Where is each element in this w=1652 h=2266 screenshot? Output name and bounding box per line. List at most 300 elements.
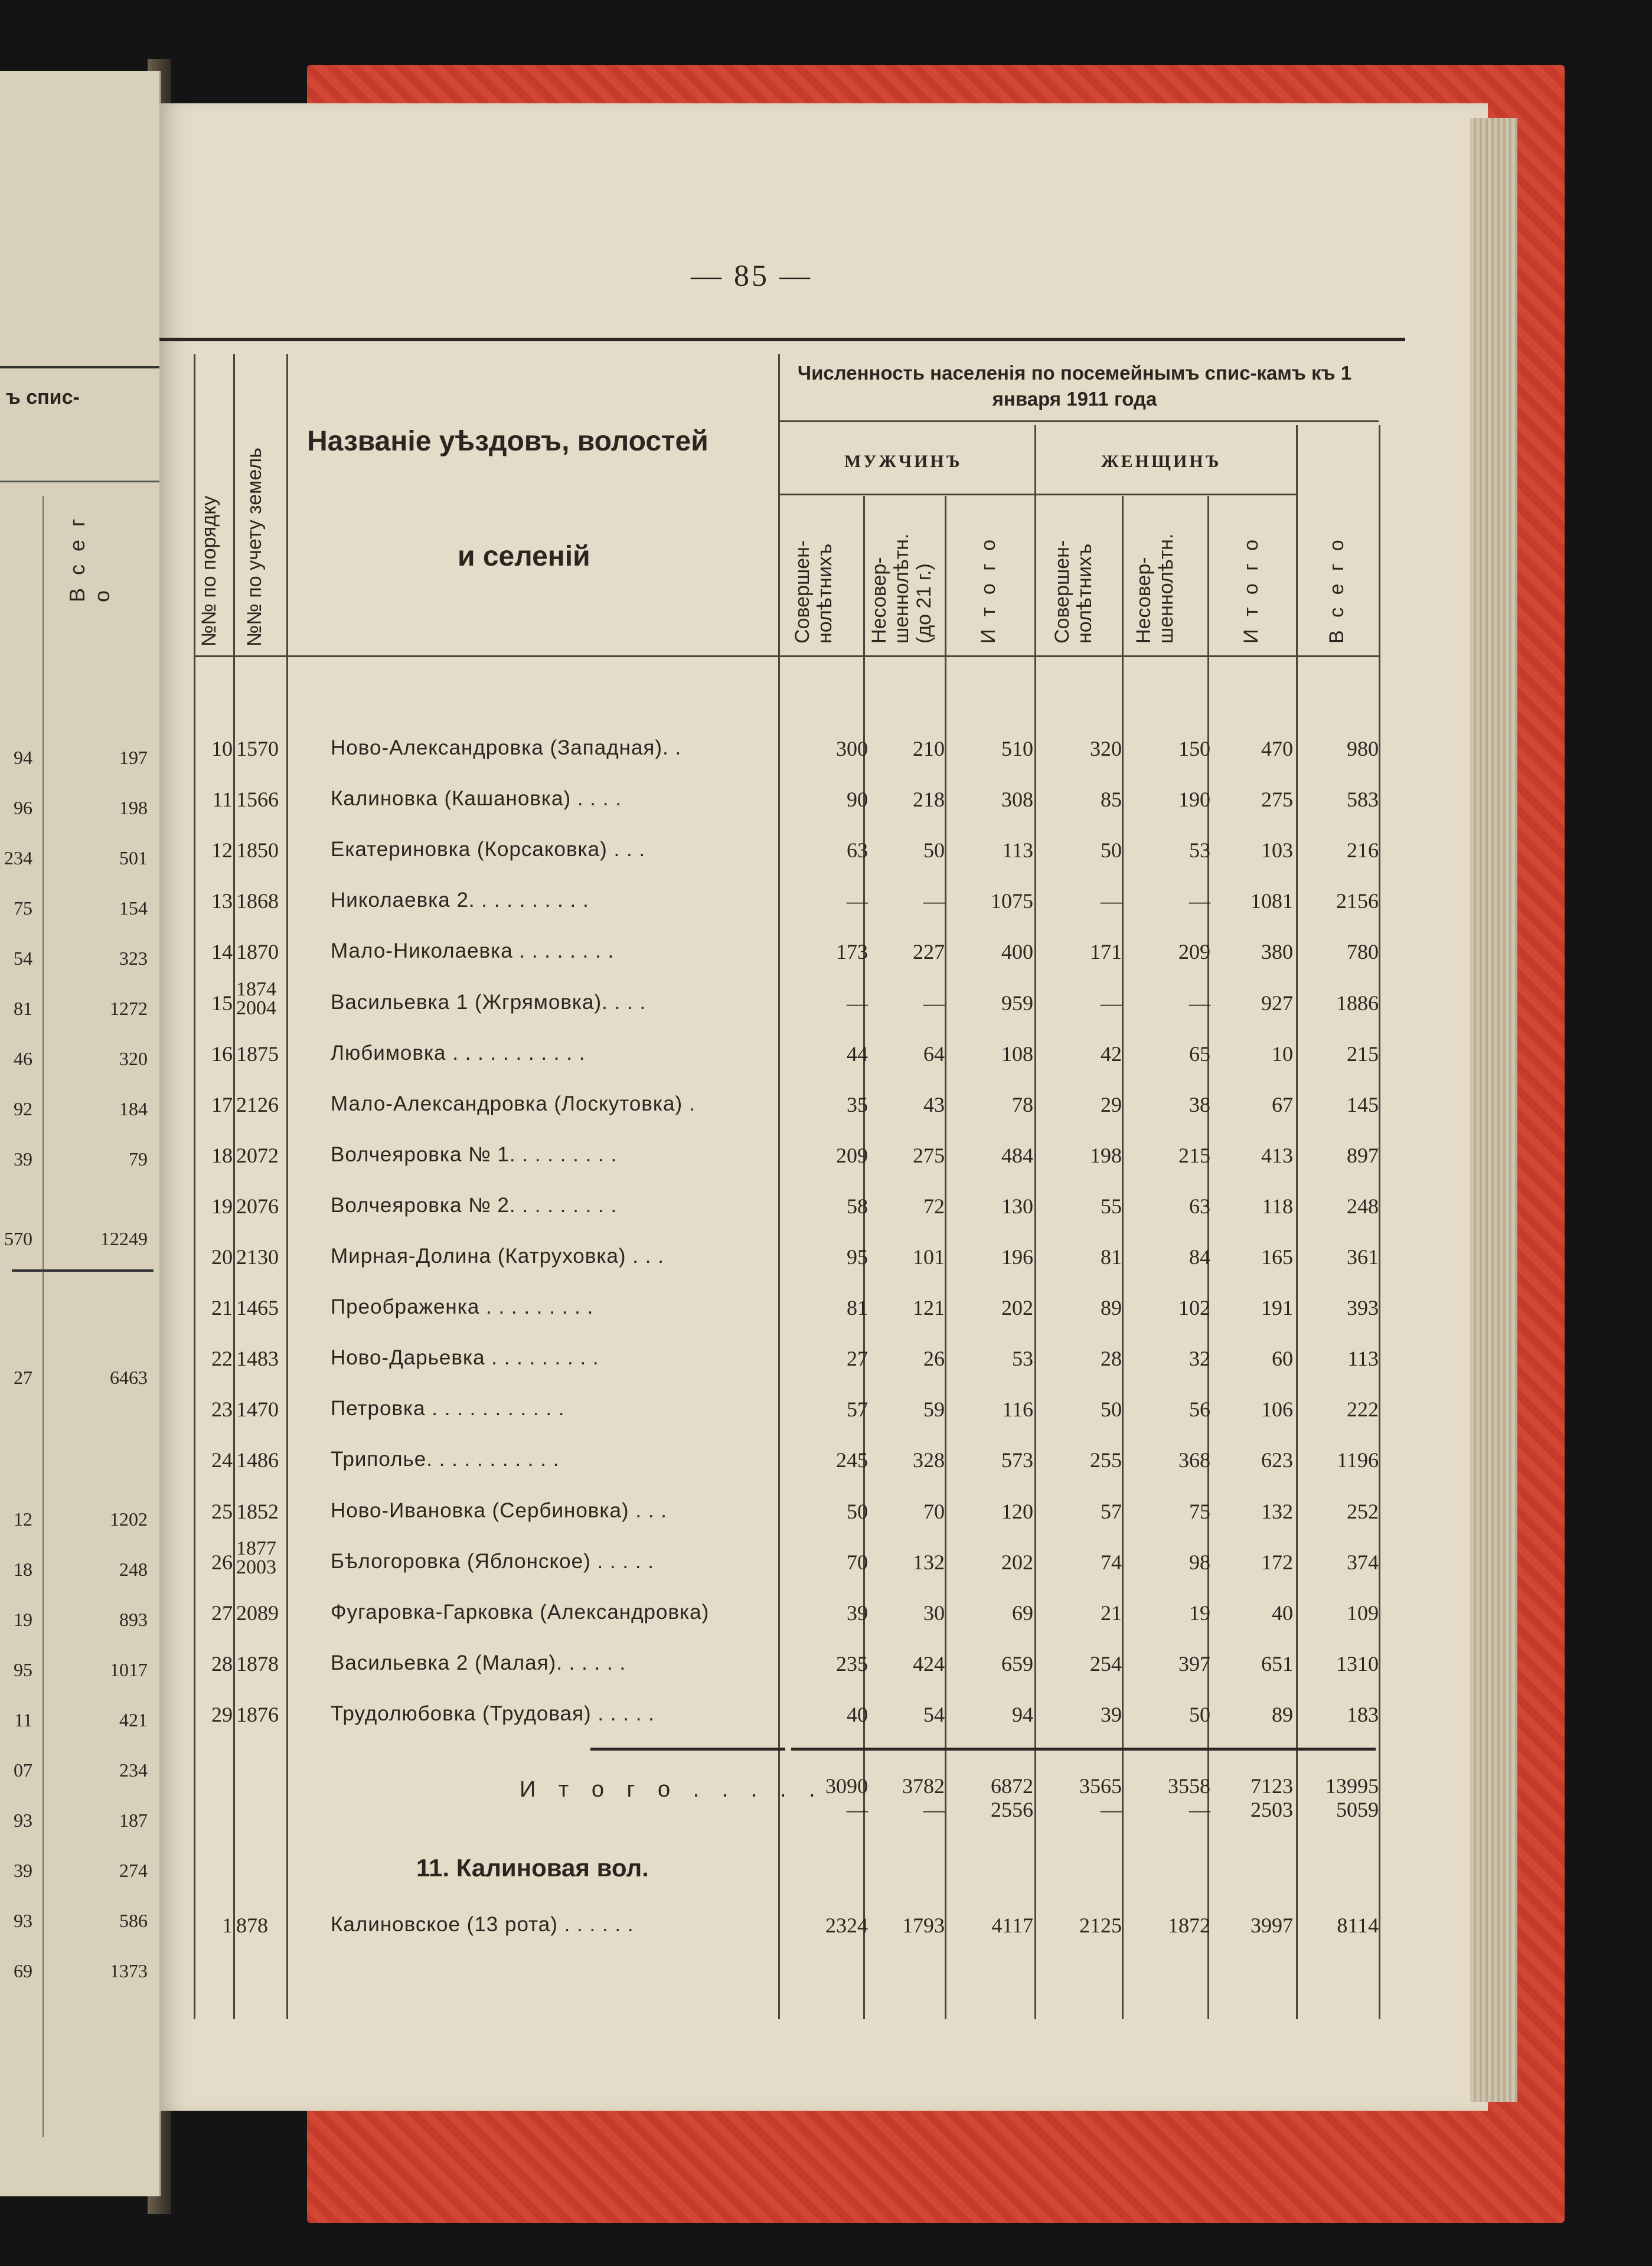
row-settlement-name: Триполье. . . . . . . . . . . xyxy=(331,1448,560,1471)
row-value: 74 xyxy=(1101,1550,1122,1574)
row-value: 53 xyxy=(1189,838,1210,863)
row-order-no: 29 xyxy=(211,1702,233,1726)
table-row xyxy=(189,1651,1387,1699)
previous-page-row xyxy=(0,1960,154,1984)
previous-page-total: 6463 xyxy=(110,1367,148,1388)
row-value: 57 xyxy=(847,1398,868,1422)
row-land-no: 1850 xyxy=(236,838,279,863)
row-order-no: 15 xyxy=(211,991,233,1015)
row-value: 108 xyxy=(1001,1041,1033,1066)
row-value: 1886 xyxy=(1336,991,1379,1015)
row-value: 374 xyxy=(1347,1550,1379,1574)
previous-page-value: 234 xyxy=(4,847,32,868)
row-value: 1872 xyxy=(1168,1914,1210,1937)
previous-page-row xyxy=(0,1228,154,1252)
table-row xyxy=(189,1041,1387,1089)
row-land-no: 1852 xyxy=(236,1499,279,1523)
table-row xyxy=(189,1194,1387,1241)
previous-page-value: 12 xyxy=(14,1509,32,1530)
row-settlement-name: Васильевка 2 (Малая). . . . . . xyxy=(331,1651,626,1674)
total-men-total: 6872 2556 xyxy=(991,1774,1033,1821)
header-women-adult: Совершен-нолѣтнихъ xyxy=(1051,540,1096,644)
previous-page-total: 234 xyxy=(119,1759,148,1781)
table-row xyxy=(189,787,1387,834)
row-land-no: 2072 xyxy=(236,1143,279,1167)
row-order-no: 23 xyxy=(211,1398,233,1422)
table-row xyxy=(189,978,1387,1038)
row-value: — xyxy=(923,991,945,1015)
row-settlement-name: Мало-Николаевка . . . . . . . . xyxy=(331,939,615,963)
row-value: 130 xyxy=(1001,1194,1033,1218)
row-value: 165 xyxy=(1261,1245,1293,1269)
row-order-no: 19 xyxy=(211,1194,233,1218)
row-land-no: 2126 xyxy=(236,1092,279,1116)
row-settlement-name: Николаевка 2. . . . . . . . . . xyxy=(331,889,589,912)
row-value: 54 xyxy=(923,1702,945,1726)
row-value: 8114 xyxy=(1337,1914,1379,1937)
row-value: 118 xyxy=(1262,1194,1293,1218)
row-value: 235 xyxy=(836,1651,868,1676)
row-value: 50 xyxy=(1189,1702,1210,1726)
row-value: 959 xyxy=(1001,991,1033,1015)
row-order-no: 22 xyxy=(211,1347,233,1371)
row-order-no: 27 xyxy=(211,1601,233,1625)
row-value: 64 xyxy=(923,1041,945,1066)
row-settlement-name: Екатериновка (Корсаковка) . . . xyxy=(331,838,646,861)
row-value: 40 xyxy=(1272,1601,1293,1625)
row-settlement-name: Ново-Александровка (Западная). . xyxy=(331,736,682,759)
row-order-no: 18 xyxy=(211,1143,233,1167)
table-row xyxy=(189,939,1387,987)
total-women-total: 7123 2503 xyxy=(1251,1774,1293,1821)
header-women-minor: Несовер-шеннолѣтн. xyxy=(1132,533,1177,644)
row-value: 150 xyxy=(1178,737,1210,760)
previous-page-row xyxy=(0,747,154,770)
row-value: 63 xyxy=(847,838,868,863)
previous-page-total: 1373 xyxy=(110,1960,148,1981)
previous-page-value: 18 xyxy=(14,1559,32,1580)
row-land-no: 1470 xyxy=(236,1398,279,1422)
row-value: 103 xyxy=(1261,838,1293,863)
row-value: 44 xyxy=(847,1041,868,1066)
row-value: 50 xyxy=(1101,1398,1122,1422)
row-value: 109 xyxy=(1347,1601,1379,1625)
row-value: 248 xyxy=(1347,1194,1379,1218)
previous-page-total: 421 xyxy=(119,1709,148,1730)
row-settlement-name: Любимовка . . . . . . . . . . . xyxy=(331,1041,586,1065)
table-row xyxy=(189,1537,1387,1597)
row-value: 3997 xyxy=(1251,1914,1293,1937)
previous-page-total: 79 xyxy=(129,1148,148,1170)
row-settlement-name: Трудолюбовка (Трудовая) . . . . . xyxy=(331,1702,655,1725)
total-men-adult: 3090 — xyxy=(825,1774,868,1821)
row-value: 29 xyxy=(1101,1092,1122,1116)
row-value: 32 xyxy=(1189,1347,1210,1371)
row-value: 113 xyxy=(1347,1347,1379,1371)
row-land-no: 1483 xyxy=(236,1347,279,1371)
row-value: 50 xyxy=(847,1499,868,1523)
previous-page-row xyxy=(0,897,154,921)
previous-page-total: 586 xyxy=(119,1910,148,1931)
row-value: 1196 xyxy=(1337,1448,1379,1472)
row-order-no: 21 xyxy=(211,1296,233,1320)
row-value: — xyxy=(923,889,945,913)
row-land-no: 1870 xyxy=(236,940,279,964)
previous-page-value: 95 xyxy=(14,1659,32,1680)
row-value: 202 xyxy=(1001,1550,1033,1574)
total-all: 13995 5059 xyxy=(1325,1774,1379,1821)
row-value: 252 xyxy=(1347,1499,1379,1523)
previous-page-row xyxy=(0,1659,154,1683)
header-order-no: №№ по порядку xyxy=(198,495,220,647)
row-value: 510 xyxy=(1001,737,1033,760)
row-value: 227 xyxy=(913,940,945,964)
row-value: — xyxy=(847,991,868,1015)
row-value: 583 xyxy=(1347,788,1379,812)
previous-page-row xyxy=(0,797,154,821)
total-row xyxy=(189,1774,1387,1821)
row-value: 28 xyxy=(1101,1347,1122,1371)
row-land-no: 1875 xyxy=(236,1041,279,1066)
row-order-no: 26 xyxy=(211,1550,233,1574)
row-value: 980 xyxy=(1347,737,1379,760)
row-value: 89 xyxy=(1101,1296,1122,1320)
table-row xyxy=(189,889,1387,936)
header-women: ЖЕНЩИНЪ xyxy=(1101,452,1222,471)
row-value: 400 xyxy=(1001,940,1033,964)
row-value: 50 xyxy=(1101,838,1122,863)
row-value: 202 xyxy=(1001,1296,1033,1320)
previous-page-total: 1272 xyxy=(110,998,148,1019)
row-value: 89 xyxy=(1272,1702,1293,1726)
row-value: 53 xyxy=(1012,1347,1033,1371)
row-settlement-name: Мало-Александровка (Лоскутовка) . xyxy=(331,1092,696,1115)
row-land-no: 1566 xyxy=(236,788,279,812)
row-value: 1310 xyxy=(1336,1651,1379,1676)
row-land-no: 2076 xyxy=(236,1194,279,1218)
row-value: 39 xyxy=(847,1601,868,1625)
previous-page-row xyxy=(0,1509,154,1532)
previous-page-value: 46 xyxy=(14,1048,32,1069)
previous-page-header-fragment: ъ спис- xyxy=(6,386,80,409)
previous-page-value: 69 xyxy=(14,1960,32,1981)
row-value: 780 xyxy=(1347,940,1379,964)
previous-page-value: 92 xyxy=(14,1098,32,1119)
row-settlement-name: Ново-Ивановка (Сербиновка) . . . xyxy=(331,1498,667,1522)
previous-page xyxy=(0,71,161,2196)
row-land-no: 878 xyxy=(236,1914,268,1937)
row-value: 38 xyxy=(1189,1092,1210,1116)
row-land-no: 1868 xyxy=(236,889,279,913)
row-value: 35 xyxy=(847,1092,868,1116)
row-land-no: 2089 xyxy=(236,1601,279,1625)
header-rule xyxy=(778,420,1379,422)
row-value: 484 xyxy=(1001,1143,1033,1167)
row-value: 30 xyxy=(923,1601,945,1625)
row-value: 4117 xyxy=(991,1914,1033,1937)
row-value: 2125 xyxy=(1079,1914,1122,1937)
row-settlement-name: Волчеяровка № 1. . . . . . . . . xyxy=(331,1142,618,1166)
row-settlement-name: Петровка . . . . . . . . . . . xyxy=(331,1397,565,1421)
previous-page-value: 96 xyxy=(14,797,32,818)
previous-page-row xyxy=(0,1910,154,1934)
row-value: 59 xyxy=(923,1398,945,1422)
row-order-no: 25 xyxy=(211,1499,233,1523)
previous-page-row xyxy=(0,998,154,1021)
row-value: 1793 xyxy=(902,1914,945,1937)
previous-page-total: 154 xyxy=(119,897,148,919)
table-row xyxy=(189,1913,1387,1960)
table-row xyxy=(189,1448,1387,1495)
row-value: 85 xyxy=(1101,788,1122,812)
row-value: 172 xyxy=(1261,1550,1293,1574)
row-value: 21 xyxy=(1101,1601,1122,1625)
row-value: 1081 xyxy=(1251,889,1293,913)
total-women-minor: 3558 — xyxy=(1168,1774,1210,1821)
row-value: 58 xyxy=(847,1194,868,1218)
row-value: 255 xyxy=(1090,1448,1122,1472)
row-value: 75 xyxy=(1189,1499,1210,1523)
previous-page-value: 93 xyxy=(14,1910,32,1931)
previous-page-total: 274 xyxy=(119,1860,148,1881)
row-value: 65 xyxy=(1189,1041,1210,1066)
row-land-no: 1878 xyxy=(236,1651,279,1676)
previous-page-total: 197 xyxy=(119,747,148,768)
header-men: МУЖЧИНЪ xyxy=(844,452,962,471)
header-men-adult: Совершен-нолѣтнихъ xyxy=(791,540,836,644)
row-value: 210 xyxy=(913,737,945,760)
row-value: 56 xyxy=(1189,1398,1210,1422)
row-settlement-name: Калиновское (13 рота) . . . . . . xyxy=(331,1913,634,1936)
row-value: 215 xyxy=(1347,1041,1379,1066)
previous-page-value: 39 xyxy=(14,1860,32,1881)
row-value: 98 xyxy=(1189,1550,1210,1574)
row-value: 173 xyxy=(836,940,868,964)
header-land-no: №№ по учету земель xyxy=(243,448,266,647)
previous-page-total: 198 xyxy=(119,797,148,818)
row-value: 470 xyxy=(1261,737,1293,760)
row-land-no: 1486 xyxy=(236,1448,279,1472)
row-value: 78 xyxy=(1012,1092,1033,1116)
table-row xyxy=(189,1601,1387,1648)
row-value: 2156 xyxy=(1336,889,1379,913)
previous-page-row xyxy=(0,1559,154,1582)
row-value: 63 xyxy=(1189,1194,1210,1218)
row-value: 81 xyxy=(1101,1245,1122,1269)
row-value: 209 xyxy=(1178,940,1210,964)
previous-page-value: 19 xyxy=(14,1609,32,1630)
previous-page-value: 39 xyxy=(14,1148,32,1170)
previous-page-row xyxy=(0,1759,154,1783)
row-value: — xyxy=(1101,889,1122,913)
row-value: 393 xyxy=(1347,1296,1379,1320)
previous-page-value: 07 xyxy=(14,1759,32,1781)
previous-page-total: 501 xyxy=(119,847,148,868)
row-value: 116 xyxy=(1002,1398,1033,1422)
page-number: — 85 — xyxy=(691,259,812,293)
row-land-no: 2130 xyxy=(236,1245,279,1269)
row-order-no: 17 xyxy=(211,1092,233,1116)
row-value: 132 xyxy=(913,1550,945,1574)
previous-page-column-rule xyxy=(43,496,44,2137)
row-value: 190 xyxy=(1178,788,1210,812)
row-value: 27 xyxy=(847,1347,868,1371)
row-value: 42 xyxy=(1101,1041,1122,1066)
header-women-total: И т о г о xyxy=(1240,536,1262,644)
previous-page-value: 81 xyxy=(14,998,32,1019)
row-value: 361 xyxy=(1347,1245,1379,1269)
previous-page-value: 570 xyxy=(4,1228,32,1249)
row-settlement-name: Волчеяровка № 2. . . . . . . . . xyxy=(331,1193,618,1217)
row-value: 183 xyxy=(1347,1702,1379,1726)
row-order-no: 16 xyxy=(211,1041,233,1066)
header-name-line2: и селеній xyxy=(458,541,590,572)
previous-page-row xyxy=(0,1367,154,1390)
row-value: 102 xyxy=(1178,1296,1210,1320)
row-value: 113 xyxy=(1002,838,1033,863)
row-order-no: 24 xyxy=(211,1448,233,1472)
previous-page-row xyxy=(0,1810,154,1833)
row-settlement-name: Васильевка 1 (Жгрямовка). . . . xyxy=(331,990,647,1014)
header-rule xyxy=(778,494,1296,495)
table-row xyxy=(189,1346,1387,1393)
row-land-no: 1876 xyxy=(236,1702,279,1726)
row-value: 275 xyxy=(913,1143,945,1167)
previous-page-total: 1202 xyxy=(110,1509,148,1530)
total-rule xyxy=(791,1748,1376,1751)
row-value: 368 xyxy=(1178,1448,1210,1472)
previous-page-row xyxy=(0,948,154,971)
section-title: 11. Калиновая вол. xyxy=(416,1854,649,1882)
header-men-total: И т о г о xyxy=(977,536,1000,644)
row-value: 39 xyxy=(1101,1702,1122,1726)
header-population: Численность населенія по посемейнымъ спис-камъ къ 1 января 1911 года xyxy=(797,362,1352,410)
previous-page-value: 27 xyxy=(14,1367,32,1388)
row-value: 397 xyxy=(1178,1651,1210,1676)
row-value: 55 xyxy=(1101,1194,1122,1218)
table-row xyxy=(189,736,1387,783)
previous-page-total: 187 xyxy=(119,1810,148,1831)
row-value: — xyxy=(1189,991,1210,1015)
table-row xyxy=(189,1702,1387,1749)
row-value: 216 xyxy=(1347,838,1379,863)
row-value: 424 xyxy=(913,1651,945,1676)
row-value: 300 xyxy=(836,737,868,760)
row-order-no: 20 xyxy=(211,1245,233,1269)
row-value: 245 xyxy=(836,1448,868,1472)
total-women-adult: 3565 — xyxy=(1079,1774,1122,1821)
row-value: 67 xyxy=(1272,1092,1293,1116)
previous-page-value: 93 xyxy=(14,1810,32,1831)
header-name-line1: Названіе уѣздовъ, волостей xyxy=(307,426,709,457)
row-value: 171 xyxy=(1090,940,1122,964)
previous-page-total: 1017 xyxy=(110,1659,148,1680)
row-value: 275 xyxy=(1261,788,1293,812)
row-order-no: 1 xyxy=(222,1914,233,1937)
row-settlement-name: Бѣлогоровка (Яблонское) . . . . . xyxy=(331,1549,655,1573)
header-all-total: В с е г о xyxy=(1325,536,1348,644)
row-value: 145 xyxy=(1347,1092,1379,1116)
table-top-rule xyxy=(159,338,1405,341)
previous-page-row xyxy=(0,1609,154,1632)
total-men-minor: 3782 — xyxy=(902,1774,945,1821)
row-value: 43 xyxy=(923,1092,945,1116)
row-value: 380 xyxy=(1261,940,1293,964)
previous-page-column-label: В с е г о xyxy=(65,515,114,602)
total-label: И т о г о . . . . . xyxy=(520,1777,824,1802)
row-value: 328 xyxy=(913,1448,945,1472)
page-edges xyxy=(1470,118,1517,2102)
previous-page-row xyxy=(0,1048,154,1072)
row-settlement-name: Калиновка (Кашановка) . . . . xyxy=(331,787,622,811)
previous-page-total: 12249 xyxy=(100,1228,148,1249)
row-value: 121 xyxy=(913,1296,945,1320)
table-row xyxy=(189,1245,1387,1292)
previous-page-total: 323 xyxy=(119,948,148,969)
previous-page-header xyxy=(0,366,159,482)
row-settlement-name: Ново-Дарьевка . . . . . . . . . xyxy=(331,1346,599,1370)
row-value: 90 xyxy=(847,788,868,812)
row-value: — xyxy=(847,889,868,913)
row-value: 623 xyxy=(1261,1448,1293,1472)
previous-page-row xyxy=(0,1860,154,1883)
row-value: 215 xyxy=(1178,1143,1210,1167)
previous-page-value: 54 xyxy=(14,948,32,969)
row-value: — xyxy=(1189,889,1210,913)
row-value: 70 xyxy=(847,1550,868,1574)
row-value: 81 xyxy=(847,1296,868,1320)
previous-page-total: 184 xyxy=(119,1098,148,1119)
row-value: 1075 xyxy=(991,889,1033,913)
row-settlement-name: Преображенка . . . . . . . . . xyxy=(331,1295,594,1319)
row-value: 120 xyxy=(1001,1499,1033,1523)
row-order-no: 14 xyxy=(211,940,233,964)
previous-page-row xyxy=(0,1709,154,1733)
row-value: 26 xyxy=(923,1347,945,1371)
row-value: 927 xyxy=(1261,991,1293,1015)
row-value: 101 xyxy=(913,1245,945,1269)
row-value: 196 xyxy=(1001,1245,1033,1269)
row-value: 70 xyxy=(923,1499,945,1523)
row-value: 573 xyxy=(1001,1448,1033,1472)
row-value: 94 xyxy=(1012,1702,1033,1726)
header-men-minor: Несовер-шеннолѣтн. (до 21 г.) xyxy=(868,533,935,644)
row-value: 659 xyxy=(1001,1651,1033,1676)
row-value: 50 xyxy=(923,838,945,863)
header-bottom-rule xyxy=(194,655,1379,657)
table-row xyxy=(189,1092,1387,1139)
row-value: 19 xyxy=(1189,1601,1210,1625)
previous-page-total: 320 xyxy=(119,1048,148,1069)
previous-page-total: 893 xyxy=(119,1609,148,1630)
table-row xyxy=(189,1295,1387,1343)
row-order-no: 12 xyxy=(211,838,233,863)
previous-page-value: 94 xyxy=(14,747,32,768)
row-value: 69 xyxy=(1012,1601,1033,1625)
previous-page-row xyxy=(0,1148,154,1172)
row-value: 60 xyxy=(1272,1347,1293,1371)
row-order-no: 10 xyxy=(211,737,233,760)
previous-page-total: 248 xyxy=(119,1559,148,1580)
row-value: 198 xyxy=(1090,1143,1122,1167)
row-settlement-name: Фугаровка-Гарковка (Александровка) xyxy=(331,1600,710,1624)
row-value: 106 xyxy=(1261,1398,1293,1422)
row-value: 72 xyxy=(923,1194,945,1218)
table-row xyxy=(189,838,1387,885)
row-value: 57 xyxy=(1101,1499,1122,1523)
row-value: 308 xyxy=(1001,788,1033,812)
row-value: 254 xyxy=(1090,1651,1122,1676)
